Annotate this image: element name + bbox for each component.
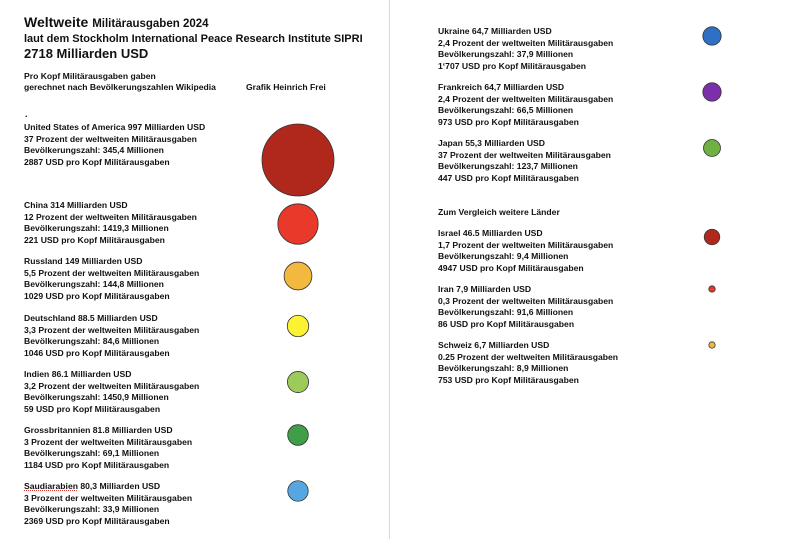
entry-line: Bevölkerungszahl: 144,8 Millionen	[24, 279, 164, 289]
entry-line: Bevölkerungszahl: 8,9 Millionen	[438, 363, 569, 373]
entry-line: United States of America 997 Milliarden USD	[24, 122, 206, 132]
entry-line: 37 Prozent der weltweiten Militärausgaben	[24, 133, 197, 144]
entry-line: 4947 USD pro Kopf Militärausgaben	[438, 262, 584, 273]
entry-line: Japan 55,3 Milliarden USD	[438, 138, 545, 148]
bubble-indien	[287, 371, 308, 392]
entry-line: Bevölkerungszahl: 1450,9 Millionen	[24, 392, 169, 402]
bubble-frankreich	[703, 83, 721, 101]
bubble-deutschland	[287, 315, 308, 336]
entry-line: 221 USD pro Kopf Militärausgaben	[24, 234, 165, 245]
entry-line: 37 Prozent der weltweiten Militärausgaben	[438, 149, 611, 160]
bubble-saudiarabien	[288, 481, 308, 501]
entry-line: 2,4 Prozent der weltweiten Militärausgaben	[438, 37, 614, 48]
entry-line: Bevölkerungszahl: 69,1 Millionen	[24, 448, 160, 458]
chart-subtitle: laut dem Stockholm International Peace Research Institute SIPRI	[24, 33, 363, 45]
entry-line: 2887 USD pro Kopf Militärausgaben	[24, 156, 170, 167]
entry-line: Bevölkerungszahl: 66,5 Millionen	[438, 105, 574, 115]
note-line-1: Pro Kopf Militärausgaben gaben	[24, 71, 156, 81]
entry-line: 1184 USD pro Kopf Militärausgaben	[24, 459, 170, 470]
bubble-japan	[704, 140, 721, 157]
bubble-russland	[284, 262, 312, 290]
bubble-china	[278, 204, 318, 244]
chart-total: 2718 Milliarden USD	[24, 46, 149, 61]
entry-line: 1029 USD pro Kopf Militärausgaben	[24, 290, 170, 301]
bubble-grossbritannien	[288, 425, 309, 446]
entry-line: 3 Prozent der weltweiten Militärausgaben	[24, 436, 193, 447]
bubble-iran	[709, 286, 715, 292]
entry-line: Bevölkerungszahl: 9,4 Millionen	[438, 251, 569, 261]
entry-line: Israel 46.5 Milliarden USD	[438, 228, 543, 238]
entry-line: 86 USD pro Kopf Militärausgaben	[438, 318, 575, 329]
entry-line: 3,3 Prozent der weltweiten Militärausgaben	[24, 324, 200, 335]
entry-line: 753 USD pro Kopf Militärausgaben	[438, 374, 579, 385]
entry-line: Bevölkerungszahl: 84,6 Millionen	[24, 336, 160, 346]
entry-line: 1,7 Prozent der weltweiten Militärausgaben	[438, 239, 614, 250]
comparison-heading: Zum Vergleich weitere Länder	[438, 207, 560, 217]
entry-line: Deutschland 88.5 Milliarden USD	[24, 313, 158, 323]
entry-line: 1046 USD pro Kopf Militärausgaben	[24, 347, 170, 358]
bubble-israel	[704, 229, 720, 245]
entry-line: Russland 149 Milliarden USD	[24, 256, 143, 266]
entry-line: Ukraine 64,7 Milliarden USD	[438, 26, 552, 36]
title-rest: Militärausgaben 2024	[92, 18, 209, 30]
entry-line: Saudiarabien 80,3 Milliarden USD	[24, 481, 161, 491]
entry-line: 3 Prozent der weltweiten Militärausgaben	[24, 492, 193, 503]
entry-line: 0.25 Prozent der weltweiten Militärausgaben	[438, 351, 619, 362]
bubble-united-states-of-america	[262, 124, 334, 196]
entry-line: 3,2 Prozent der weltweiten Militärausgaben	[24, 380, 200, 391]
entry-line: 1‘707 USD pro Kopf Militärausgaben	[438, 60, 587, 71]
credit: Grafik Heinrich Frei	[246, 82, 326, 92]
entry-line: 447 USD pro Kopf Militärausgaben	[438, 172, 579, 183]
entry-line: Schweiz 6,7 Milliarden USD	[438, 340, 550, 350]
entry-line: Bevölkerungszahl: 91,6 Millionen	[438, 307, 574, 317]
entry-line: 5,5 Prozent der weltweiten Militärausgaben	[24, 267, 200, 278]
entry-line: 0,3 Prozent der weltweiten Militärausgaben	[438, 295, 614, 306]
entry-line: Frankreich 64,7 Milliarden USD	[438, 82, 565, 92]
entry-line: Bevölkerungszahl: 123,7 Millionen	[438, 161, 578, 171]
note-line-2: gerechnet nach Bevölkerungszahlen Wikipedia	[24, 82, 216, 92]
entry-line: 973 USD pro Kopf Militärausgaben	[438, 116, 579, 127]
entry-line: Bevölkerungszahl: 37,9 Millionen	[438, 49, 574, 59]
entry-line: Bevölkerungszahl: 1419,3 Millionen	[24, 223, 169, 233]
entry-line: 12 Prozent der weltweiten Militärausgaben	[24, 211, 197, 222]
entry-line: Bevölkerungszahl: 33,9 Millionen	[24, 504, 160, 514]
title-main: Weltweite	[24, 14, 89, 30]
bubble-ukraine	[703, 27, 721, 45]
stray-dot: .	[25, 109, 28, 119]
entry-line: Bevölkerungszahl: 345,4 Millionen	[24, 145, 164, 155]
entry-line: Iran 7,9 Milliarden USD	[438, 284, 532, 294]
entry-line: 2369 USD pro Kopf Militärausgaben	[24, 515, 170, 526]
entry-line: 2,4 Prozent der weltweiten Militärausgaben	[438, 93, 614, 104]
entry-line: Grossbritannien 81.8 Milliarden USD	[24, 425, 173, 435]
entry-line: 59 USD pro Kopf Militärausgaben	[24, 403, 161, 414]
entry-line: China 314 Milliarden USD	[24, 200, 128, 210]
bubble-schweiz	[709, 342, 715, 348]
entry-line: Indien 86.1 Milliarden USD	[24, 369, 132, 379]
